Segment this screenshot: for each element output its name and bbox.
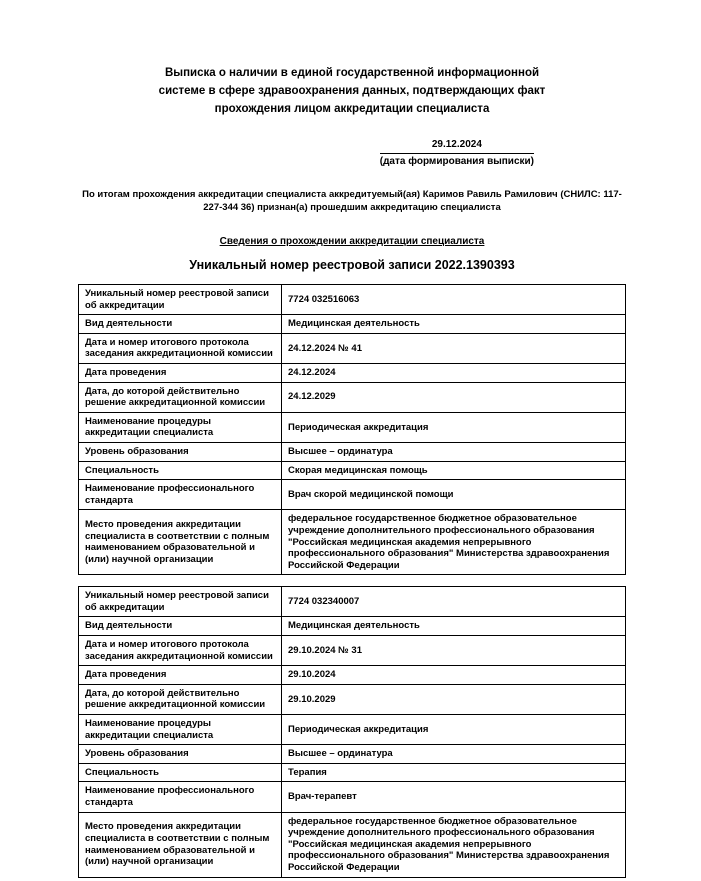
row-label: Место проведения аккредитации специалиста в соответствии с полным наименованием образовательной и (или) научной организации [79, 812, 282, 877]
row-value: федеральное государственное бюджетное образовательное учреждение дополнительного профессионального образования "Российская медицинская академия непрерывного профессионального образования" Министерства здравоохранения Российской Федерации [282, 510, 626, 575]
section-heading: Сведения о прохождении аккредитации специалиста [219, 236, 485, 247]
row-value: 29.10.2024 [282, 666, 626, 685]
row-label: Наименование профессионального стандарта [79, 782, 282, 812]
row-label: Наименование процедуры аккредитации специалиста [79, 412, 282, 442]
table-row [79, 442, 626, 461]
table-row [79, 382, 626, 412]
table-row [79, 315, 626, 334]
table-row [79, 666, 626, 685]
document-title [142, 64, 562, 118]
row-value: Периодическая аккредитация [282, 412, 626, 442]
table-row [79, 812, 626, 877]
row-value: Высшее – ординатура [282, 442, 626, 461]
formation-date-block [380, 138, 534, 168]
row-label: Наименование профессионального стандарта [79, 480, 282, 510]
accreditation-table-1 [78, 284, 626, 575]
document-title-line-3: прохождения лицом аккредитации специалиста [214, 103, 490, 115]
row-label: Дата проведения [79, 363, 282, 382]
row-value: Высшее – ординатура [282, 745, 626, 764]
row-label: Дата и номер итогового протокола заседания аккредитационной комиссии [79, 636, 282, 666]
row-label: Уровень образования [79, 442, 282, 461]
row-value: Медицинская деятельность [282, 315, 626, 334]
row-label: Специальность [79, 461, 282, 480]
row-value: 7724 032516063 [282, 285, 626, 315]
table-row [79, 363, 626, 382]
table-row [79, 684, 626, 714]
row-value: 29.10.2029 [282, 684, 626, 714]
row-label: Специальность [79, 763, 282, 782]
accreditation-table-2 [78, 586, 626, 877]
row-label: Вид деятельности [79, 617, 282, 636]
row-value: Терапия [282, 763, 626, 782]
row-label: Вид деятельности [79, 315, 282, 334]
row-label: Уникальный номер реестровой записи об аккредитации [79, 587, 282, 617]
row-label: Место проведения аккредитации специалиста в соответствии с полным наименованием образовательной и (или) научной организации [79, 510, 282, 575]
table-row [79, 636, 626, 666]
table-row [79, 510, 626, 575]
formation-date: 29.12.2024 [380, 138, 534, 154]
row-label: Дата и номер итогового протокола заседания аккредитационной комиссии [79, 333, 282, 363]
table-row [79, 333, 626, 363]
registry-number-heading: Уникальный номер реестровой записи 2022.1390393 [189, 258, 515, 272]
row-label: Уникальный номер реестровой записи об аккредитации [79, 285, 282, 315]
row-label: Наименование процедуры аккредитации специалиста [79, 715, 282, 745]
row-value: 24.12.2024 № 41 [282, 333, 626, 363]
table-row [79, 763, 626, 782]
row-value: 24.12.2024 [282, 363, 626, 382]
table-row [79, 617, 626, 636]
row-value: федеральное государственное бюджетное образовательное учреждение дополнительного профессионального образования "Российская медицинская академия непрерывного профессионального образования" Министерства здравоохранения Российской Федерации [282, 812, 626, 877]
table-row [79, 782, 626, 812]
table-row [79, 412, 626, 442]
row-value: Врач-терапевт [282, 782, 626, 812]
table-row [79, 461, 626, 480]
row-value: Медицинская деятельность [282, 617, 626, 636]
row-value: 29.10.2024 № 31 [282, 636, 626, 666]
table-row [79, 587, 626, 617]
table-row [79, 480, 626, 510]
table-row [79, 715, 626, 745]
row-value: Врач скорой медицинской помощи [282, 480, 626, 510]
table-row [79, 745, 626, 764]
row-label: Дата, до которой действительно решение аккредитационной комиссии [79, 684, 282, 714]
document-title-line-1: Выписка о наличии в единой государственной информационной [164, 67, 540, 79]
row-value: Скорая медицинская помощь [282, 461, 626, 480]
row-label: Дата проведения [79, 666, 282, 685]
document-title-line-2: системе в сфере здравоохранения данных, подтверждающих факт [158, 85, 546, 97]
row-label: Уровень образования [79, 745, 282, 764]
table-row [79, 285, 626, 315]
row-label: Дата, до которой действительно решение аккредитационной комиссии [79, 382, 282, 412]
intro-paragraph: По итогам прохождения аккредитации специалиста аккредитуемый(ая) Каримов Равиль Рамилович (СНИЛС: 117-227-344 36) признан(а) прошедшим аккредитацию специалиста [82, 189, 622, 213]
row-value: 24.12.2029 [282, 382, 626, 412]
row-value: Периодическая аккредитация [282, 715, 626, 745]
row-value: 7724 032340007 [282, 587, 626, 617]
formation-date-caption: (дата формирования выписки) [379, 156, 534, 167]
